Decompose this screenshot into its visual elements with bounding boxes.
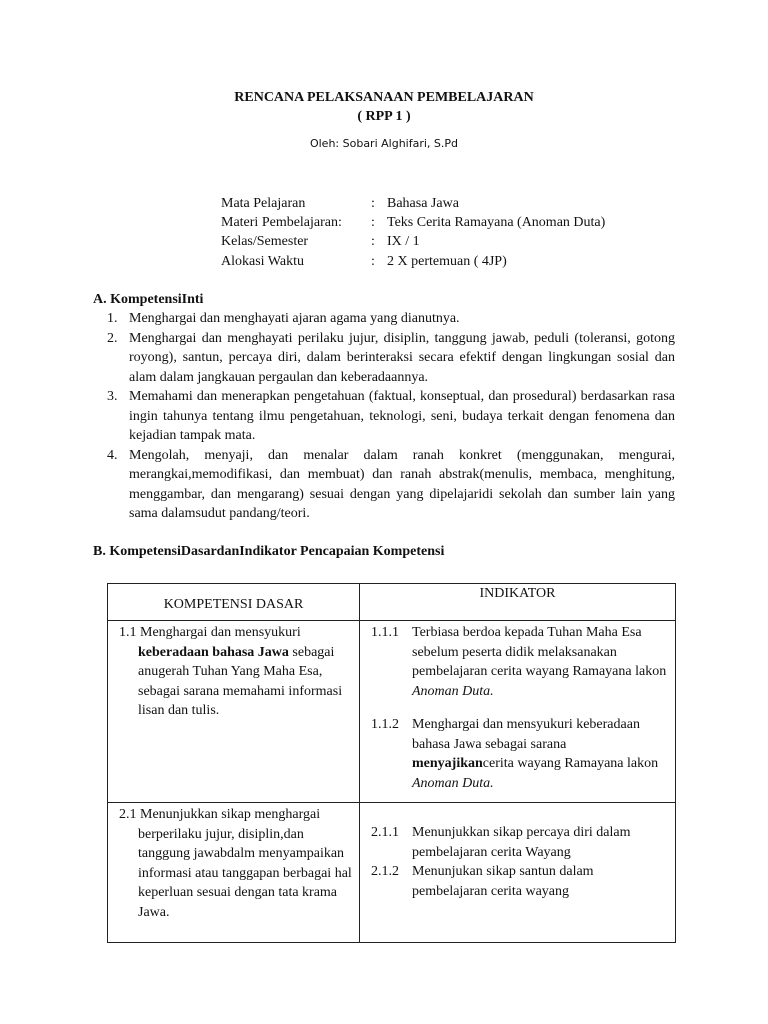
list-item bbox=[107, 309, 675, 329]
info-colon: : bbox=[371, 196, 375, 211]
info-colon: : bbox=[371, 215, 375, 230]
info-value: IX / 1 bbox=[387, 234, 420, 249]
table-row bbox=[108, 621, 676, 803]
info-value: 2 X pertemuan ( 4JP) bbox=[387, 254, 507, 269]
indicator-number: 2.1.1 bbox=[371, 825, 399, 840]
kd-text-part: sebagai anugerah Tuhan Yang Maha Esa, sebagai sarana memahami informasi lisan dan tulis. bbox=[138, 644, 343, 718]
indicator-text: Terbiasa berdoa kepada Tuhan Maha Esa sebelum peserta didik melaksanakan pembelajaran cerita wayang Ramayana lakon bbox=[412, 625, 667, 679]
header-kompetensi-dasar: KOMPETENSI DASAR bbox=[108, 584, 360, 621]
info-label: Materi Pembelajaran: bbox=[221, 215, 342, 230]
info-value: Teks Cerita Ramayana (Anoman Duta) bbox=[387, 215, 606, 230]
indicator-number: 1.1.1 bbox=[371, 625, 399, 640]
core-competence-list bbox=[107, 309, 675, 524]
info-label: Kelas/Semester bbox=[221, 234, 309, 249]
indicator-item bbox=[366, 823, 669, 862]
header-indikator: INDIKATOR bbox=[360, 584, 676, 621]
list-number: 4. bbox=[107, 447, 118, 463]
author-line: Oleh: Sobari Alghifari, S.Pd bbox=[309, 137, 459, 150]
list-item bbox=[107, 387, 675, 446]
indicator-bold: menyajikan bbox=[412, 756, 483, 771]
info-label: Alokasi Waktu bbox=[221, 254, 304, 269]
info-colon: : bbox=[371, 234, 375, 249]
indicator-italic: Anoman Duta. bbox=[412, 775, 494, 791]
indicator-item bbox=[366, 623, 669, 701]
document-title: RENCANA PELAKSANAAN PEMBELAJARAN bbox=[234, 90, 534, 105]
indicator-number: 1.1.2 bbox=[371, 717, 399, 732]
section-a-heading: A. KompetensiInti bbox=[93, 292, 204, 307]
list-text: Menghargai dan menghayati ajaran agama yang dianutnya. bbox=[129, 311, 460, 326]
competence-table bbox=[107, 583, 676, 943]
indicator-cell-1-1 bbox=[360, 621, 676, 803]
table-row bbox=[108, 803, 676, 943]
document-subtitle: ( RPP 1 ) bbox=[357, 109, 411, 124]
indicator-text: cerita wayang Ramayana lakon bbox=[482, 756, 659, 771]
list-text: Menghargai dan menghayati perilaku jujur, disiplin, tanggung jawab, peduli (toleransi, gotong royong), santun, percaya diri, dalam berinteraksi secara efektif dengan lingkungan sosial dan alam dalam jangkauan pergaulan dan keberadaannya. bbox=[129, 330, 675, 385]
kd-bold-text: keberadaan bahasa Jawa bbox=[138, 644, 289, 660]
info-colon: : bbox=[371, 254, 375, 269]
info-row-class bbox=[221, 232, 681, 252]
kd-text: 2.1 Menunjukkan sikap menghargai berperilaku jujur, disiplin,dan tanggung jawabdalm menyampaikan informasi atau tanggapan berbagai hal keperluan sesuai dengan tata krama Jawa. bbox=[119, 807, 352, 920]
info-row-subject bbox=[221, 194, 681, 214]
info-label: Mata Pelajaran bbox=[221, 196, 306, 211]
list-text: Memahami dan menerapkan pengetahuan (faktual, konseptual, dan prosedural) berdasarkan rasa ingin tahunya tentang ilmu pengetahuan, teknologi, seni, budaya terkait dengan fenomena dan kejadian tampak mata. bbox=[129, 389, 675, 443]
info-row-material bbox=[221, 213, 681, 233]
info-value: Bahasa Jawa bbox=[387, 196, 459, 211]
section-b-heading: B. KompetensiDasardanIndikator Pencapaian Kompetensi bbox=[93, 544, 445, 559]
kd-cell-1-1 bbox=[108, 621, 360, 803]
kd-text-part: 1.1 Menghargai dan mensyukuri bbox=[119, 625, 301, 640]
info-row-time bbox=[221, 252, 681, 272]
indicator-text: Menunjukkan sikap percaya diri dalam pembelajaran cerita Wayang bbox=[412, 825, 631, 860]
indicator-text: Menunjukan sikap santun dalam pembelajaran cerita wayang bbox=[412, 864, 594, 899]
indicator-italic: Anoman Duta. bbox=[412, 683, 494, 699]
table-header-row bbox=[108, 584, 676, 621]
list-item bbox=[107, 329, 675, 388]
indicator-text: Menghargai dan mensyukuri keberadaan bahasa Jawa sebagai sarana bbox=[412, 717, 640, 752]
list-number: 1. bbox=[107, 311, 118, 326]
kd-text bbox=[114, 623, 353, 721]
list-text: Mengolah, menyaji, dan menalar dalam ranah konkret (menggunakan, mengurai, merangkai,memodifikasi, dan membuat) dan ranah abstrak(menulis, membaca, menghitung, menggambar, dan mengarang) sesuai dengan yang dipelajaridi sekolah dan sumber lain yang sama dalamsudut pandang/teori. bbox=[129, 447, 675, 521]
indicator-item bbox=[366, 715, 669, 793]
kd-cell-2-1 bbox=[108, 803, 360, 943]
indicator-cell-2-1 bbox=[360, 803, 676, 943]
list-item bbox=[107, 446, 675, 524]
list-number: 2. bbox=[107, 330, 118, 346]
indicator-number: 2.1.2 bbox=[371, 864, 399, 879]
list-number: 3. bbox=[107, 389, 118, 404]
indicator-item bbox=[366, 862, 669, 901]
